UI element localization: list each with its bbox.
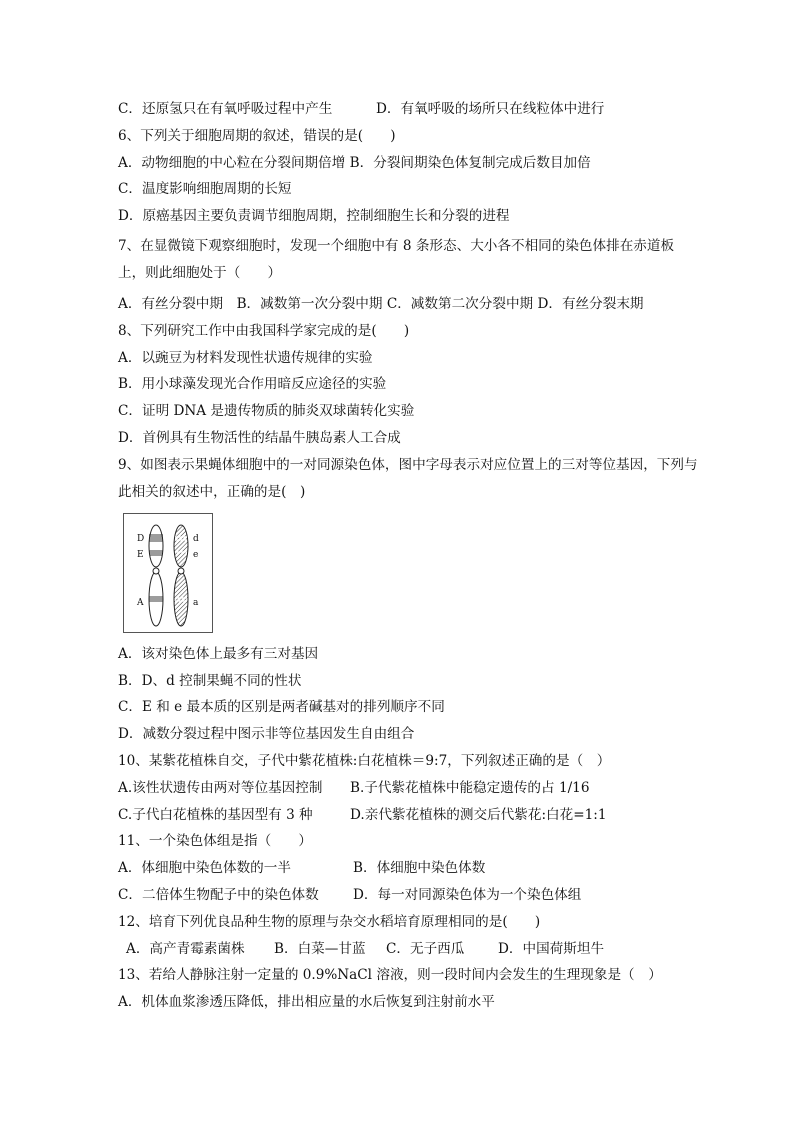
q11-options-cd (118, 882, 698, 909)
document-page (118, 96, 698, 1016)
question-12: 12、培育下列优良品种生物的原理与杂交水稻培育原理相同的是( ) (118, 913, 541, 930)
right-chromosome-upper-arm (174, 525, 188, 567)
q12-options (118, 936, 698, 963)
right-chromosome-lower-arm (174, 572, 188, 626)
q8-option-b: B．用小球藻发现光合作用暗反应途径的实验 (118, 376, 387, 393)
option-a: A．高产青霉素菌株 (126, 940, 245, 957)
option-c: C．二倍体生物配子中的染色体数 (118, 886, 319, 903)
left-centromere (153, 568, 159, 574)
option-d: D．有氧呼吸的场所只在线粒体中进行 (376, 101, 605, 117)
q8-option-c: C．证明 DNA 是遗传物质的肺炎双球菌转化实验 (118, 403, 415, 420)
q6-option-c: C．温度影响细胞周期的长短 (118, 181, 292, 198)
q10-options-ab (118, 775, 698, 802)
q13-option-a: A．机体血浆渗透压降低，排出相应量的水后恢复到注射前水平 (118, 994, 495, 1011)
q11-options-ab (118, 855, 698, 882)
figure-border (124, 513, 213, 632)
option-d: D.亲代紫花植株的测交后代紫花:白花=1:1 (350, 806, 607, 823)
q9-option-d: D．减数分裂过程中图示非等位基因发生自由组合 (118, 726, 415, 743)
label-E: E (137, 549, 144, 560)
option-b: B.子代紫花植株中能稳定遗传的占 1/16 (350, 779, 590, 796)
q9-option-a: A．该对染色体上最多有三对基因 (118, 645, 319, 662)
option-d: D．中国荷斯坦牛 (498, 940, 605, 957)
q7-options: A．有丝分裂中期 B．减数第一次分裂中期 C．减数第二次分裂中期 D．有丝分裂末期 (118, 295, 644, 312)
option-a: A.该性状遗传由两对等位基因控制 (118, 779, 323, 796)
label-e: e (193, 549, 199, 560)
option-a: A．体细胞中染色体数的一半 (118, 860, 291, 877)
q6-option-d: D．原癌基因主要负责调节细胞周期，控制细胞生长和分裂的进程 (118, 208, 510, 225)
q8-option-d: D．首例具有生物活性的结晶牛胰岛素人工合成 (118, 429, 401, 446)
option-b: B．体细胞中染色体数 (353, 860, 486, 877)
q9-option-b: B．D、d 控制果蝇不同的性状 (118, 672, 302, 689)
option-c: C．无子西瓜 (386, 940, 465, 957)
question-10: 10、某紫花植株自交，子代中紫花植株:白花植株＝9:7，下列叙述正确的是（ ） (118, 752, 611, 769)
option-c: C．还原氢只在有氧呼吸过程中产生 (118, 101, 333, 117)
option-d: D．每一对同源染色体为一个染色体组 (353, 886, 582, 903)
right-centromere (178, 568, 184, 574)
question-11: 11、一个染色体组是指（ ） (118, 833, 313, 850)
q8-option-a: A．以豌豆为材料发现性状遗传规律的实验 (118, 349, 373, 366)
q10-options-cd (118, 802, 698, 829)
question-8: 8、下列研究工作中由我国科学家完成的是( ) (118, 322, 410, 339)
question-6: 6、下列关于细胞周期的叙述，错误的是( ) (118, 127, 396, 144)
question-13: 13、若给人静脉注射一定量的 0.9%NaCl 溶液，则一段时间内会发生的生理现象是（ ） (118, 967, 662, 984)
question-7: 7、在显微镜下观察细胞时，发现一个细胞中有 8 条形态、大小各不相同的染色体排在赤道板上，则此细胞处于（ ） (118, 237, 675, 282)
question-9: 9、如图表示果蝇体细胞中的一对同源染色体，图中字母表示对应位置上的三对等位基因，下列与此相关的叙述中，正确的是( ) (118, 456, 698, 501)
label-d: d (193, 533, 199, 544)
chromosome-figure (123, 513, 213, 633)
left-chromosome-upper-arm (149, 525, 163, 567)
q9-option-c: C．E 和 e 最本质的区别是两者碱基对的排列顺序不同 (118, 699, 445, 716)
q5-options-cd (118, 96, 698, 123)
label-A: A (137, 597, 144, 608)
option-c: C.子代白花植株的基因型有 3 种 (118, 806, 313, 823)
label-D: D (137, 533, 145, 544)
option-b: B．白菜—甘蓝 (274, 940, 366, 957)
label-a: a (193, 597, 199, 608)
q6-option-ab: A．动物细胞的中心粒在分裂间期倍增 B．分裂间期染色体复制完成后数目加倍 (118, 154, 591, 171)
